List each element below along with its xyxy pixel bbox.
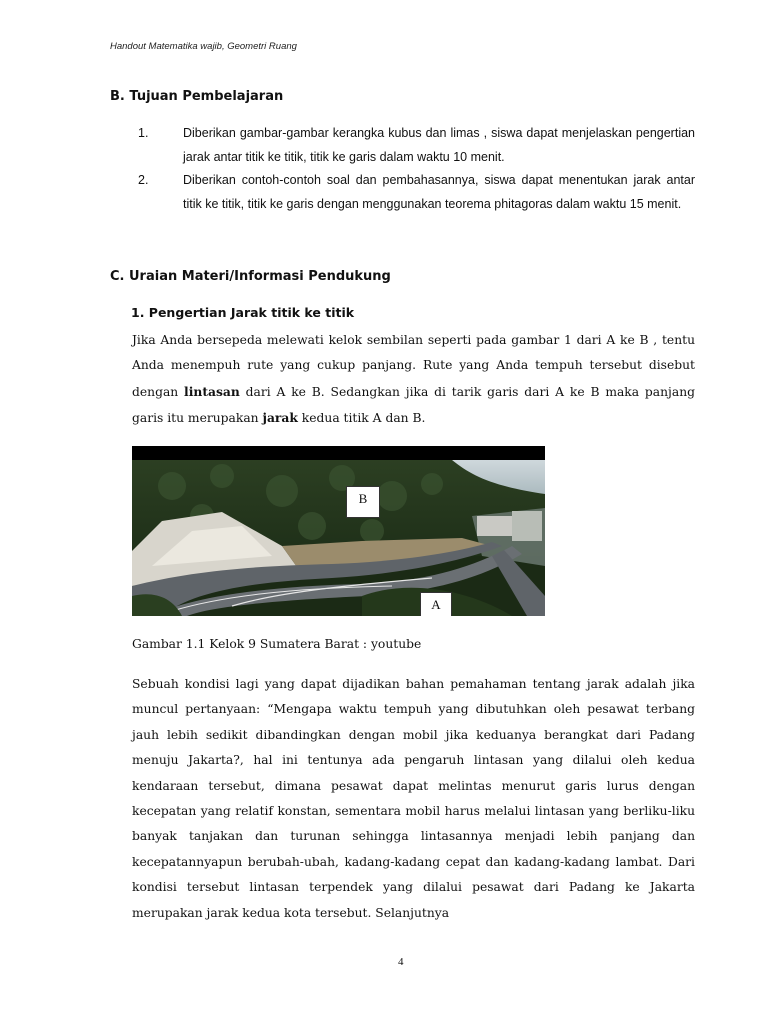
point-b-label: B (346, 486, 380, 518)
running-header: Handout Matematika wajib, Geometri Ruang (110, 41, 297, 52)
paragraph-1 (132, 328, 695, 432)
objective-number: 2. (138, 173, 149, 187)
point-a-label: A (420, 592, 452, 616)
subsection-title: 1. Pengertian Jarak titik ke titik (131, 305, 355, 320)
objective-number: 1. (138, 126, 149, 140)
para1-text: kedua titik A dan B. (297, 411, 426, 426)
objective-text: Diberikan gambar-gambar kerangka kubus dan limas , siswa dapat menjelaskan pengertian jarak antar titik ke titik, titik ke garis dalam waktu 10 menit. (183, 126, 695, 164)
term-jarak: jarak (262, 410, 298, 426)
para1-text: dari A ke B. Sedangkan jika di tarik garis dari A ke B maka panjang garis itu merupakan (132, 384, 695, 426)
objective-text: Diberikan contoh-contoh soal dan pembahasannya, siswa dapat menentukan jarak antar titik ke titik, titik ke garis dengan menggunakan teorema phitagoras dalam waktu 15 menit. (183, 173, 695, 211)
para1-text: Jika Anda bersepeda melewati kelok sembilan seperti pada gambar 1 dari A ke B , tentu Anda menempuh rute yang cukup panjang. Rute yang Anda tempuh tersebut disebut dengan (132, 333, 695, 399)
kelok-9-photo (132, 446, 545, 616)
section-b-title: B. Tujuan Pembelajaran (110, 89, 284, 104)
page-number: 4 (398, 956, 404, 968)
paragraph-2: Sebuah kondisi lagi yang dapat dijadikan bahan pemahaman tentang jarak adalah jika muncul pertanyaan: “Mengapa waktu tempuh yang dibutuhkan oleh pesawat terbang jauh lebih sedikit dibandingkan dengan mobil jika keduanya berangkat dari Padang menuju Jakarta?, hal ini tentunya ada pengaruh lintasan yang dilalui oleh kedua kendaraan tersebut, dimana pesawat dapat melintas menurut garis lurus dengan kecepatan yang relatif konstan, sementara mobil harus melalui lintasan yang berliku-liku banyak tanjakan dan turunan sehingga lintasannya menjadi lebih panjang dan kecepatannyapun berubah-ubah, kadang-kadang cepat dan kadang-kadang lambat. Dari kondisi tersebut lintasan terpendek yang dilalui pesawat dari Padang ke Jakarta merupakan jarak kedua kota tersebut. Selanjutnya (132, 677, 695, 920)
section-c-title: C. Uraian Materi/Informasi Pendukung (110, 269, 391, 284)
term-lintasan: lintasan (184, 383, 240, 399)
figure-caption: Gambar 1.1 Kelok 9 Sumatera Barat : youtube (132, 637, 422, 651)
photo-illustration (132, 446, 545, 616)
